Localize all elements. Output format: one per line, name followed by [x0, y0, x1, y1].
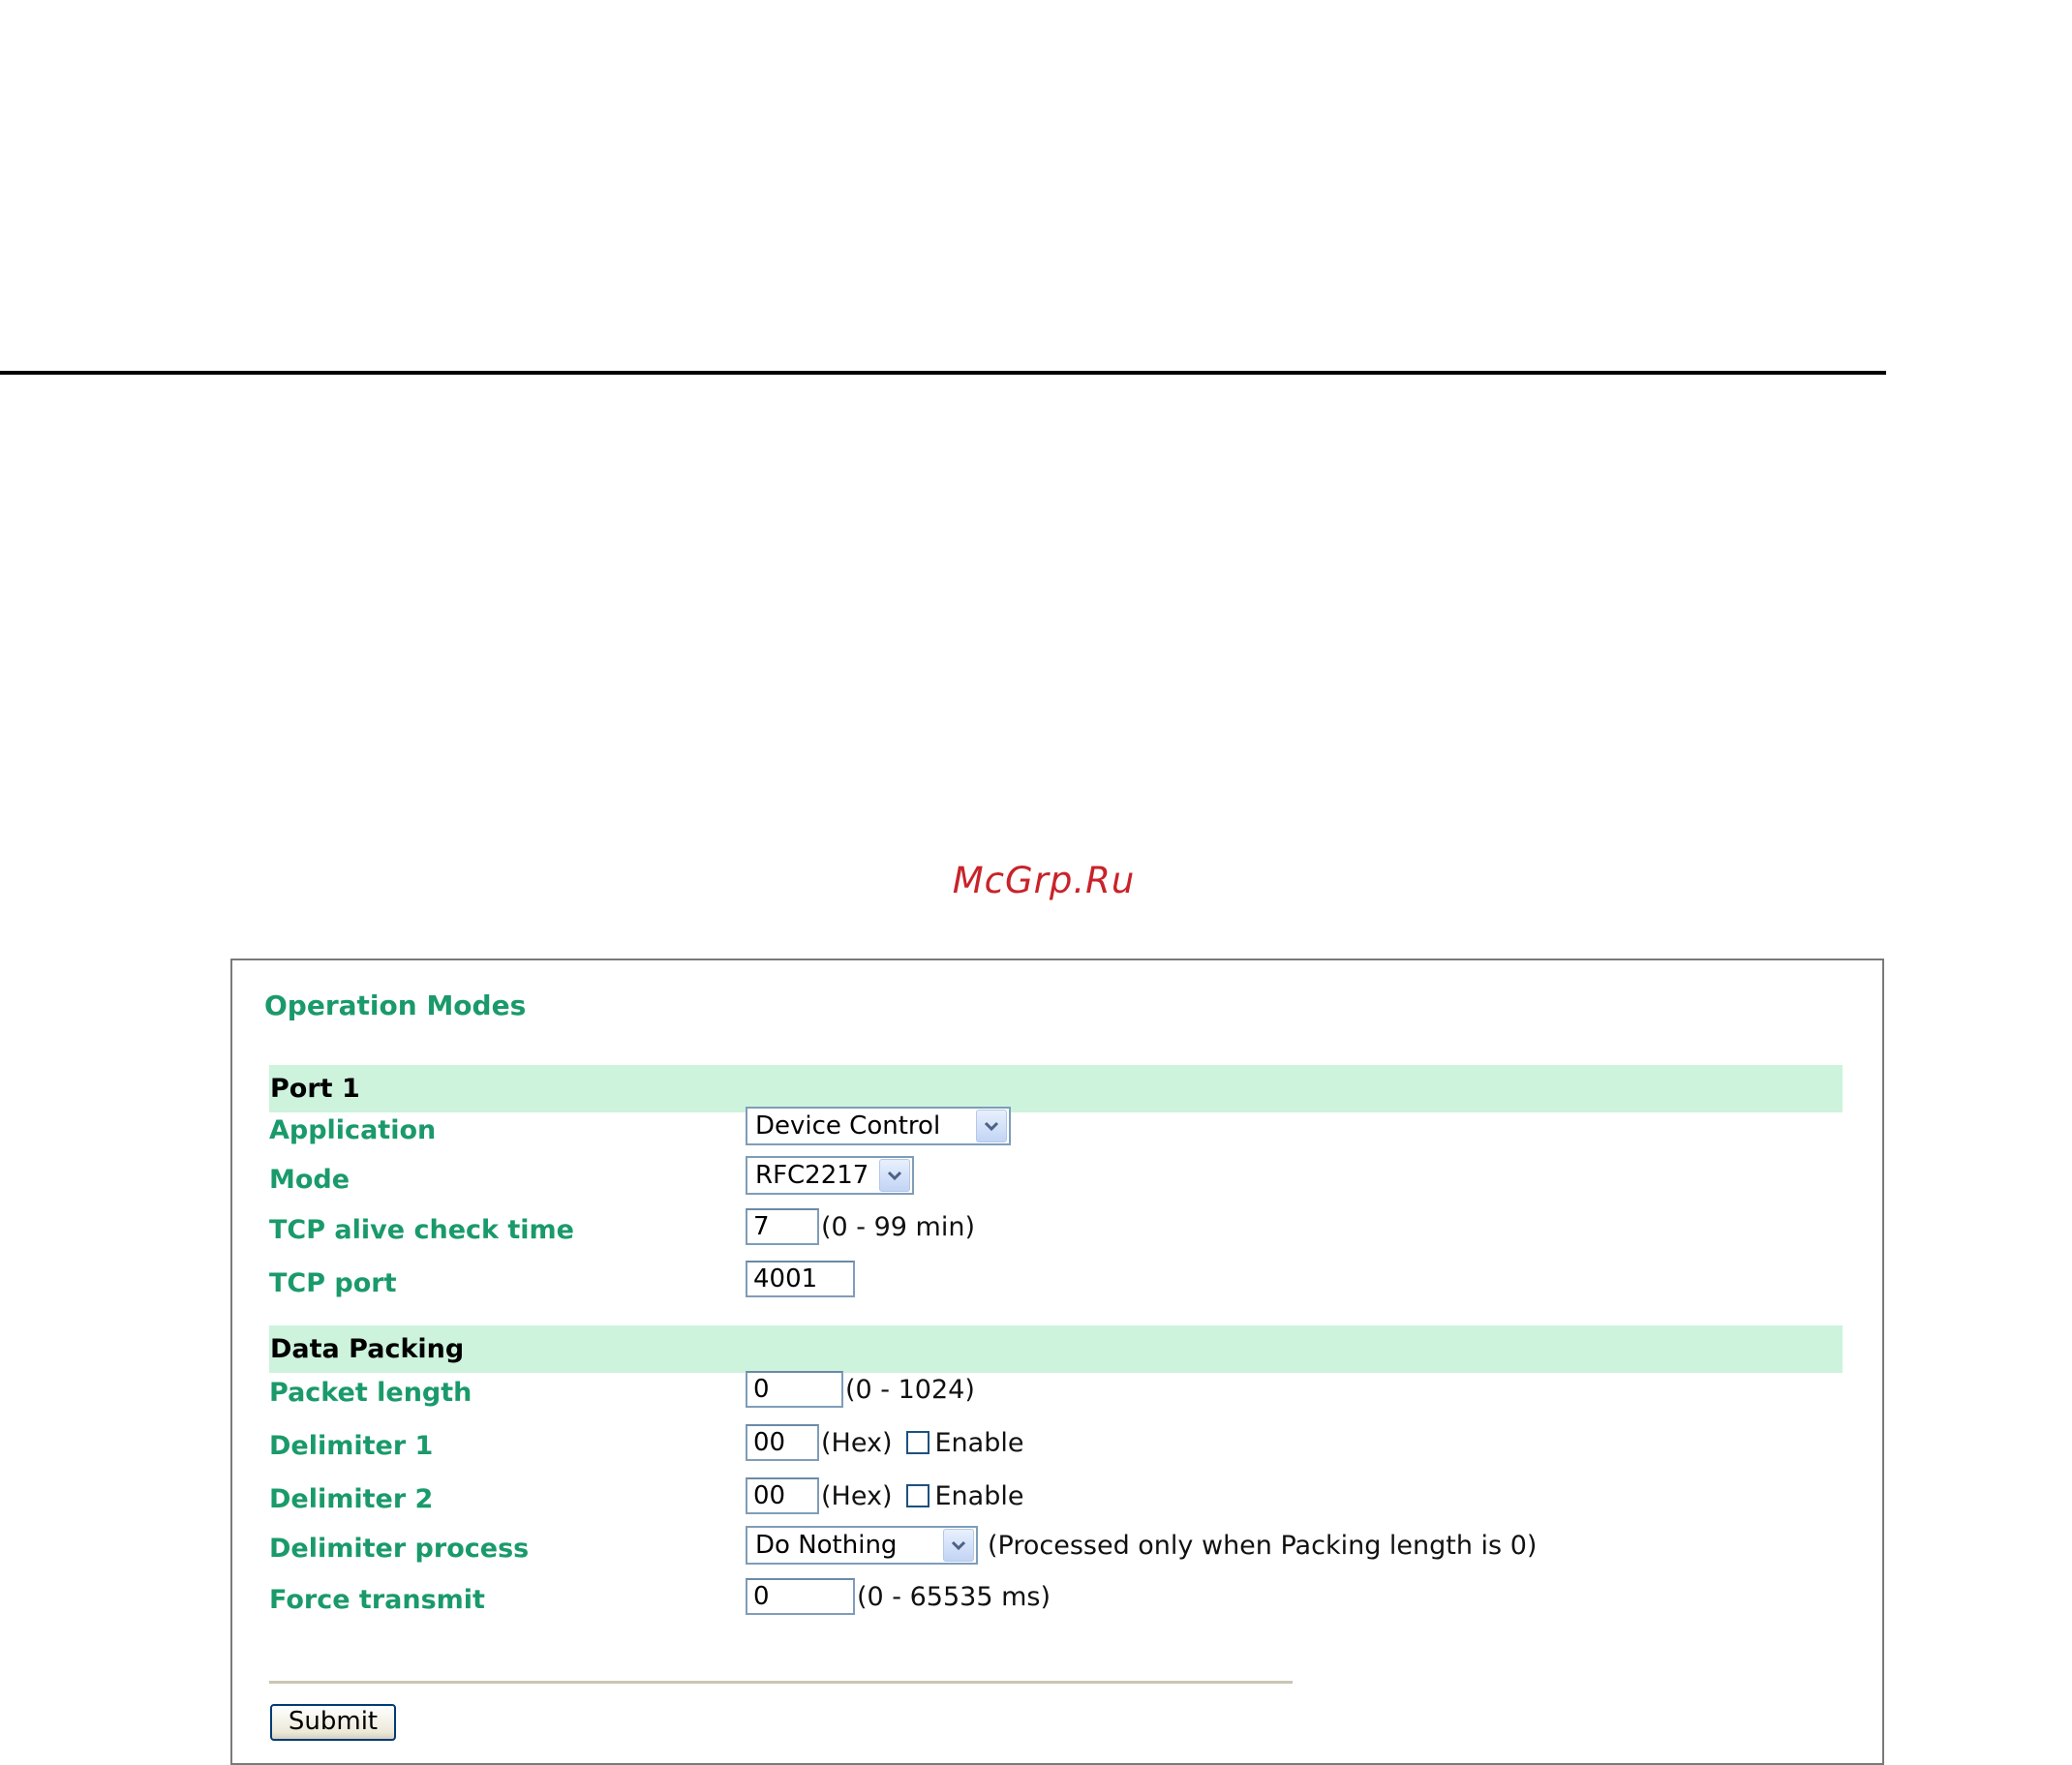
- mode-select-value: RFC2217: [755, 1161, 869, 1190]
- horizontal-rule: [0, 371, 1886, 375]
- force-transmit-control: [746, 1578, 1051, 1615]
- application-control: [746, 1107, 1011, 1145]
- tcp-alive-label: TCP alive check time: [269, 1215, 574, 1245]
- packet-length-label: Packet length: [269, 1378, 472, 1408]
- delimiter-process-control: [746, 1526, 1537, 1565]
- section-header-port: Port 1: [269, 1065, 1843, 1112]
- operation-modes-panel: [230, 959, 1884, 1765]
- delimiter1-enable-label: Enable: [934, 1427, 1024, 1458]
- delimiter-process-select-value: Do Nothing: [755, 1531, 898, 1560]
- force-transmit-input[interactable]: 0: [746, 1578, 855, 1615]
- delimiter1-input[interactable]: 00: [746, 1424, 819, 1461]
- chevron-down-icon[interactable]: [976, 1110, 1007, 1142]
- force-transmit-hint: (0 - 65535 ms): [857, 1581, 1051, 1612]
- tcp-alive-hint: (0 - 99 min): [821, 1211, 976, 1242]
- tcp-alive-input[interactable]: 7: [746, 1208, 819, 1245]
- force-transmit-label: Force transmit: [269, 1585, 485, 1615]
- delimiter-process-hint: (Processed only when Packing length is 0): [988, 1530, 1538, 1561]
- delimiter1-control: [746, 1424, 1023, 1461]
- chevron-down-icon[interactable]: [943, 1529, 974, 1562]
- page-title: Operation Modes: [264, 989, 527, 1021]
- watermark: McGrp.Ru: [952, 860, 1136, 901]
- delimiter2-hint: (Hex): [821, 1480, 893, 1511]
- packet-length-control: [746, 1371, 975, 1408]
- delimiter1-enable-checkbox[interactable]: [906, 1431, 929, 1454]
- delimiter2-enable-checkbox[interactable]: [906, 1484, 929, 1507]
- application-label: Application: [269, 1115, 437, 1145]
- submit-button[interactable]: Submit: [270, 1704, 396, 1741]
- packet-length-hint: (0 - 1024): [845, 1374, 975, 1405]
- application-select[interactable]: [746, 1107, 1011, 1145]
- tcp-port-control: [746, 1261, 855, 1297]
- mode-select[interactable]: [746, 1156, 914, 1195]
- mode-control: [746, 1156, 914, 1195]
- form-divider: [269, 1681, 1293, 1684]
- delimiter-process-select[interactable]: [746, 1526, 978, 1565]
- delimiter-process-label: Delimiter process: [269, 1534, 530, 1564]
- mode-label: Mode: [269, 1165, 350, 1195]
- delimiter2-enable-label: Enable: [934, 1480, 1024, 1511]
- delimiter1-label: Delimiter 1: [269, 1431, 434, 1461]
- delimiter2-control: [746, 1477, 1023, 1514]
- packet-length-input[interactable]: 0: [746, 1371, 843, 1408]
- delimiter2-label: Delimiter 2: [269, 1484, 434, 1514]
- delimiter1-hint: (Hex): [821, 1427, 893, 1458]
- delimiter2-input[interactable]: 00: [746, 1477, 819, 1514]
- tcp-alive-control: [746, 1208, 975, 1245]
- tcp-port-input[interactable]: 4001: [746, 1261, 855, 1297]
- tcp-port-label: TCP port: [269, 1268, 397, 1298]
- section-header-data-packing: Data Packing: [269, 1325, 1843, 1373]
- chevron-down-icon[interactable]: [879, 1159, 910, 1192]
- application-select-value: Device Control: [755, 1111, 941, 1141]
